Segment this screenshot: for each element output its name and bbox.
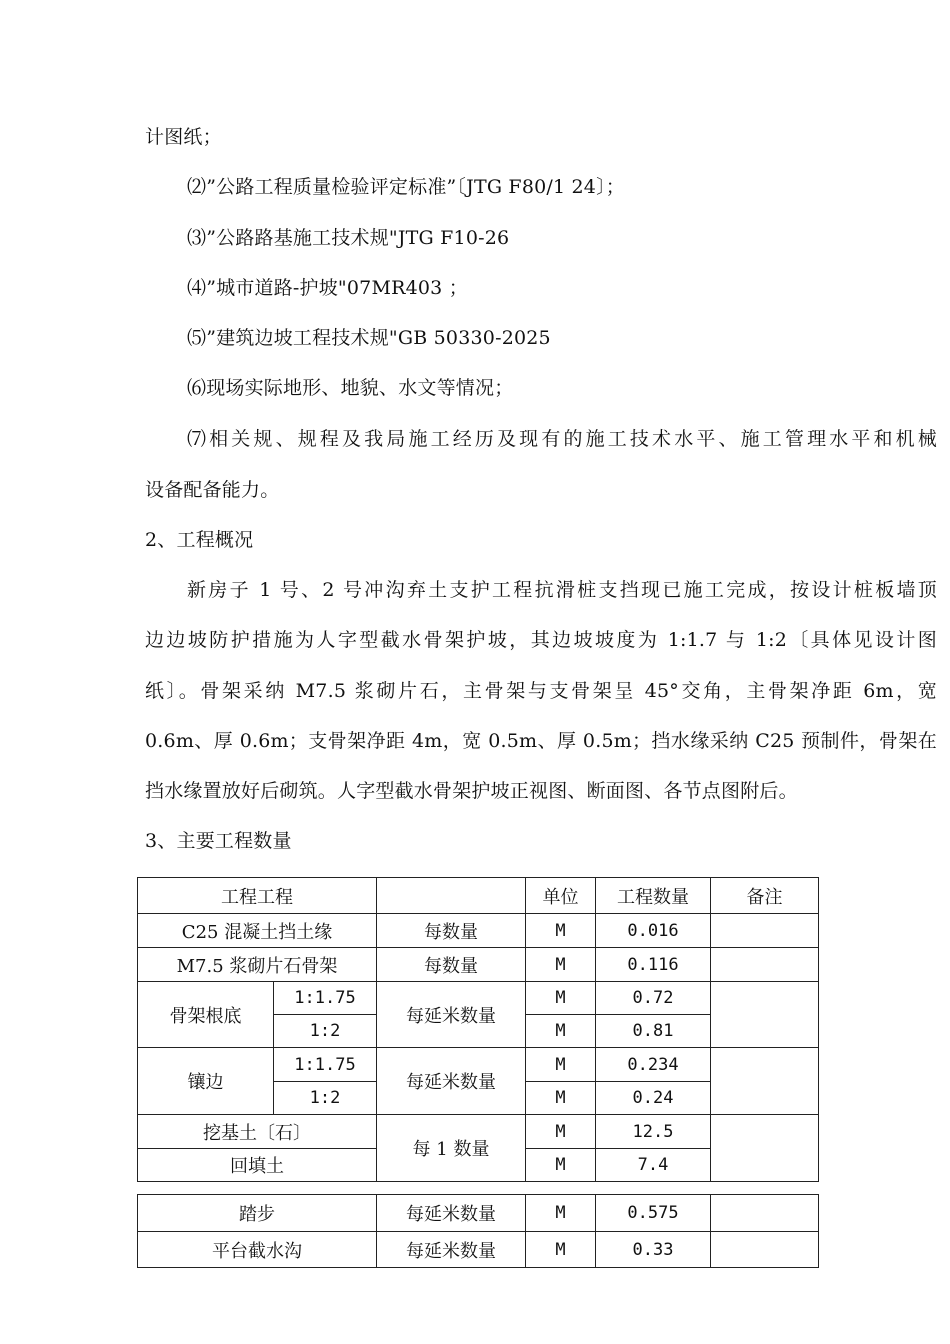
reference-item-7-line1: ⑺相关规、规程及我局施工经历及现有的施工技术水平、施工管理水平和机械	[187, 428, 937, 450]
item-name: C25 混凝土挡土缘	[138, 914, 377, 948]
item-unit: M	[526, 1115, 596, 1149]
header-remarks: 备注	[711, 878, 819, 914]
reference-item-2: ⑵”公路工程质量检验评定标准”〔JTG F80/1 24〕；	[187, 176, 626, 198]
item-basis: 每延米数量	[377, 1232, 526, 1268]
item-unit: M	[526, 1232, 596, 1268]
table-row	[138, 1232, 819, 1268]
item-name: 骨架根底	[138, 982, 274, 1048]
item-unit: M	[526, 914, 596, 948]
reference-item-6: ⑹现场实际地形、地貌、水文等情况；	[187, 377, 514, 399]
item-name: 挖基土〔石〕	[138, 1115, 377, 1149]
overview-paragraph-line2: 边边坡防护措施为人字型截水骨架护坡，其边坡坡度为 1:1.7 与 1:2〔具体见设计图	[145, 629, 937, 651]
table-row	[138, 1195, 819, 1232]
reference-item-3: ⑶”公路路基施工技术规"JTG F10-26	[187, 227, 510, 249]
table-header-row	[138, 878, 819, 914]
item-remarks	[711, 1115, 819, 1182]
item-quantity: 0.016	[596, 914, 711, 948]
item-unit: M	[526, 1195, 596, 1232]
item-unit: M	[526, 1048, 596, 1082]
overview-paragraph-line4: 0.6m、厚 0.6m；支骨架净距 4m，宽 0.5m、厚 0.5m；挡水缘采纳 C25 预制件，骨架在	[145, 730, 937, 752]
item-basis: 每数量	[377, 948, 526, 982]
table-row	[138, 948, 819, 982]
item-slope: 1:1.75	[274, 1048, 377, 1082]
section-heading-overview: 2、工程概况	[145, 529, 254, 551]
item-unit: M	[526, 1149, 596, 1182]
item-unit: M	[526, 1015, 596, 1048]
item-quantity: 0.234	[596, 1048, 711, 1082]
item-remarks	[711, 982, 819, 1048]
section-heading-quantities: 3、主要工程数量	[145, 830, 292, 852]
quantities-table	[137, 877, 819, 1182]
item-name: M7.5 浆砌片石骨架	[138, 948, 377, 982]
item-quantity: 0.24	[596, 1082, 711, 1115]
table-row	[138, 1048, 819, 1082]
item-unit: M	[526, 1082, 596, 1115]
item-quantity: 0.116	[596, 948, 711, 982]
item-basis: 每延米数量	[377, 982, 526, 1048]
item-remarks	[711, 1195, 819, 1232]
item-remarks	[711, 1048, 819, 1115]
item-quantity: 0.81	[596, 1015, 711, 1048]
table-row	[138, 914, 819, 948]
item-unit: M	[526, 948, 596, 982]
overview-paragraph-line3: 纸〕。骨架采纳 M7.5 浆砌片石，主骨架与支骨架呈 45°交角，主骨架净距 6m，宽	[145, 680, 937, 702]
item-basis: 每数量	[377, 914, 526, 948]
item-name: 踏步	[138, 1195, 377, 1232]
item-quantity: 0.575	[596, 1195, 711, 1232]
reference-item-5: ⑸”建筑边坡工程技术规"GB 50330-2025	[187, 327, 551, 349]
header-item: 工程工程	[138, 878, 377, 914]
item-quantity: 12.5	[596, 1115, 711, 1149]
item-name: 回填土	[138, 1149, 377, 1182]
item-basis: 每延米数量	[377, 1195, 526, 1232]
header-basis	[377, 878, 526, 914]
table-row	[138, 1115, 819, 1149]
reference-item-4: ⑷”城市道路-护坡"07MR403 ；	[187, 277, 468, 299]
item-name: 镶边	[138, 1048, 274, 1115]
overview-paragraph-line1: 新房子 1 号、2 号冲沟弃土支护工程抗滑桩支挡现已施工完成，按设计桩板墙顶	[187, 579, 937, 601]
paragraph-continuation: 计图纸；	[145, 126, 222, 148]
item-slope: 1:1.75	[274, 982, 377, 1015]
item-basis: 每 1 数量	[377, 1115, 526, 1182]
item-quantity: 0.72	[596, 982, 711, 1015]
header-unit: 单位	[526, 878, 596, 914]
item-remarks	[711, 914, 819, 948]
item-name: 平台截水沟	[138, 1232, 377, 1268]
item-remarks	[711, 948, 819, 982]
item-quantity: 7.4	[596, 1149, 711, 1182]
item-unit: M	[526, 982, 596, 1015]
header-quantity: 工程数量	[596, 878, 711, 914]
overview-paragraph-line5: 挡水缘置放好后砌筑。人字型截水骨架护坡正视图、断面图、各节点图附后。	[145, 780, 798, 802]
item-slope: 1:2	[274, 1015, 377, 1048]
table-row	[138, 982, 819, 1015]
reference-item-7-line2: 设备配备能力。	[145, 479, 280, 501]
item-basis: 每延米数量	[377, 1048, 526, 1115]
quantities-table-continued	[137, 1194, 819, 1268]
item-quantity: 0.33	[596, 1232, 711, 1268]
item-slope: 1:2	[274, 1082, 377, 1115]
item-remarks	[711, 1232, 819, 1268]
